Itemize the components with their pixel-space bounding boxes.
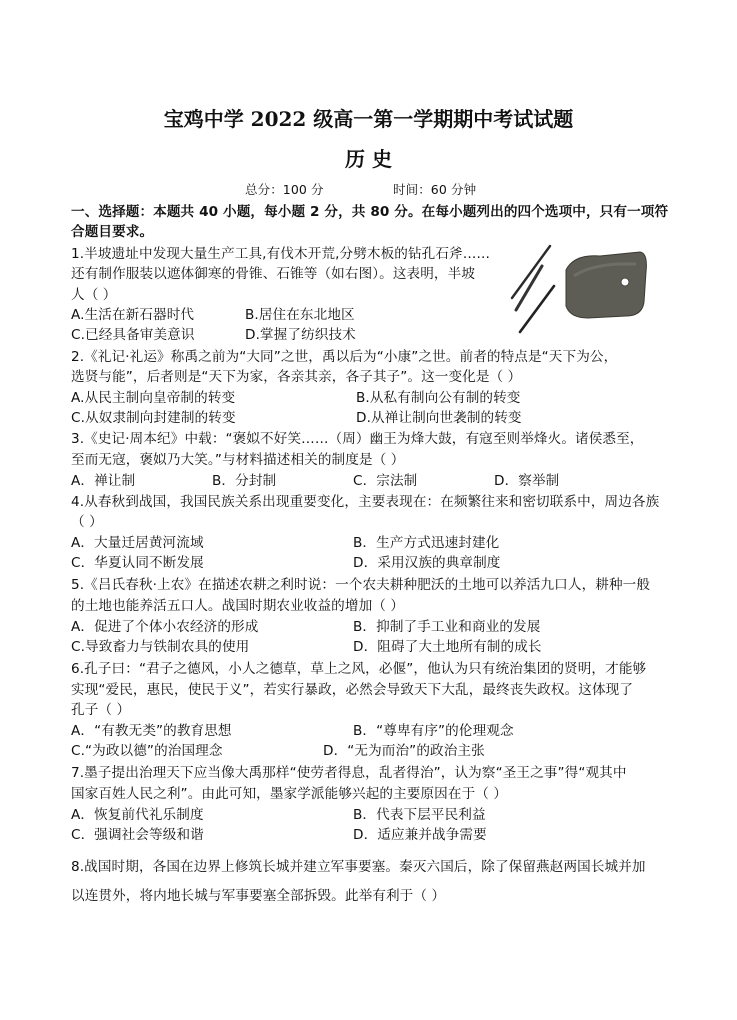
q7-option-b[interactable]: B．代表下层平民利益: [353, 807, 486, 823]
q4-option-d[interactable]: D．采用汉族的典章制度: [353, 555, 501, 571]
question-8-stem-2: 以连贯外，将内地长城与军事要塞全部拆毁。此举有利于（ ）: [71, 888, 446, 904]
q5-option-a[interactable]: A．促进了个体小农经济的形成: [71, 619, 259, 635]
q7-option-d[interactable]: D．适应兼并战争需要: [353, 827, 487, 843]
subject-title: 历 史: [345, 147, 392, 171]
question-7-stem-2: 国家百姓人民之利”。由此可知，墨家学派能够兴起的主要原因在于（ ）: [71, 786, 508, 802]
q2-option-a[interactable]: A.从民主制向皇帝制的转变: [71, 390, 236, 406]
q5-option-c[interactable]: C.导致畜力与铁制农具的使用: [71, 639, 250, 655]
q3-option-c[interactable]: C．宗法制: [353, 473, 418, 489]
total-score: 总分：100 分: [245, 182, 324, 197]
q5-option-b[interactable]: B．抑制了手工业和商业的发展: [353, 619, 541, 635]
q2-option-c[interactable]: C.从奴隶制向封建制的转变: [71, 410, 236, 426]
q4-option-c[interactable]: C．华夏认同不断发展: [71, 555, 204, 571]
question-6-stem-3: 孔子（ ）: [71, 702, 131, 718]
question-2-stem-2: 选贤与能”，后者则是“天下为家，各亲其亲，各子其子”。这一变化是（ ）: [71, 369, 522, 385]
question-1-stem-3: 人（ ）: [71, 287, 117, 303]
question-1-stem-2: 还有制作服装以遮体御寒的骨锥、石锥等（如右图）。这表明，半坡: [71, 266, 476, 282]
q6-option-a[interactable]: A．“有教无类”的教育思想: [71, 723, 232, 739]
exam-time: 时间：60 分钟: [393, 182, 477, 197]
question-4-stem: 4.从春秋到战国，我国民族关系出现重要变化，主要表现在：在频繁往来和密切联系中，周边各族: [71, 494, 660, 510]
q2-option-d[interactable]: D.从禅让制向世袭制的转变: [356, 410, 522, 426]
q7-option-a[interactable]: A．恢复前代礼乐制度: [71, 807, 204, 823]
question-1-stem: 1.半坡遗址中发现大量生产工具,有伐木开荒,分劈木板的钻孔石斧……: [71, 246, 491, 262]
q1-option-b[interactable]: B.居住在东北地区: [245, 307, 355, 323]
q3-option-a[interactable]: A．禅让制: [71, 473, 136, 489]
section-heading: 一、选择题：本题共 40 小题，每小题 2 分，共 80 分。在每小题列出的四个选项中，只有一项符: [71, 204, 669, 220]
bone-awl-stone-tool-icon: [508, 236, 670, 336]
exam-title: 宝鸡中学 2022 级高一第一学期期中考试试题: [163, 107, 574, 131]
q6-option-b[interactable]: B．“尊卑有序”的伦理观念: [353, 723, 514, 739]
question-4-stem-2: （ ）: [71, 514, 103, 530]
q1-option-d[interactable]: D.掌握了纺织技术: [245, 327, 356, 343]
question-8-stem: 8.战国时期，各国在边界上修筑长城并建立军事要塞。秦灭六国后，除了保留燕赵两国长城并加: [71, 859, 646, 875]
question-6-stem-2: 实现“爱民，惠民，使民于义”，若实行暴政，必然会导致天下大乱，最终丧失政权。这体现了: [71, 682, 634, 698]
question-5-stem-2: 的土地也能养活五口人。战国时期农业收益的增加（ ）: [71, 598, 405, 614]
q5-option-d[interactable]: D．阻碍了大土地所有制的成长: [353, 639, 542, 655]
question-3-stem-2: 至而无寇，褒姒乃大笑。”与材料描述相关的制度是（ ）: [71, 452, 405, 468]
section-heading-cont: 合题目要求。: [71, 224, 154, 240]
question-2-stem: 2.《礼记·礼运》称禹之前为“大同”之世，禹以后为“小康”之世。前者的特点是“天下为公，: [71, 349, 618, 365]
question-5-stem: 5.《吕氏春秋·上农》在描述农耕之利时说：一个农夫耕种肥沃的土地可以养活九口人，耕种一般: [71, 577, 651, 593]
q2-option-b[interactable]: B.从私有制向公有制的转变: [356, 390, 521, 406]
question-7-stem: 7.墨子提出治理天下应当像大禹那样“使劳者得息，乱者得治”，认为察“圣王之事”得“观其中: [71, 765, 627, 781]
q7-option-c[interactable]: C．强调社会等级和谐: [71, 827, 204, 843]
q6-option-d[interactable]: D．“无为而治”的政治主张: [323, 743, 485, 759]
q3-option-b[interactable]: B．分封制: [212, 473, 277, 489]
question-6-stem: 6.孔子曰：“君子之德风，小人之德草，草上之风，必偃”，他认为只有统治集团的贤明，才能够: [71, 661, 647, 677]
artifact-image: [508, 236, 670, 336]
question-3-stem: 3.《史记·周本纪》中载：“褒姒不好笑……（周）幽王为烽大鼓，有寇至则举烽火。诸侯悉至，: [71, 431, 644, 447]
q3-option-d[interactable]: D．察举制: [494, 473, 560, 489]
q1-option-a[interactable]: A.生活在新石器时代: [71, 307, 195, 323]
q4-option-b[interactable]: B．生产方式迅速封建化: [353, 535, 500, 551]
q1-option-c[interactable]: C.已经具备审美意识: [71, 327, 195, 343]
q6-option-c[interactable]: C.“为政以德”的治国理念: [71, 743, 223, 759]
q4-option-a[interactable]: A．大量迁居黄河流域: [71, 535, 204, 551]
